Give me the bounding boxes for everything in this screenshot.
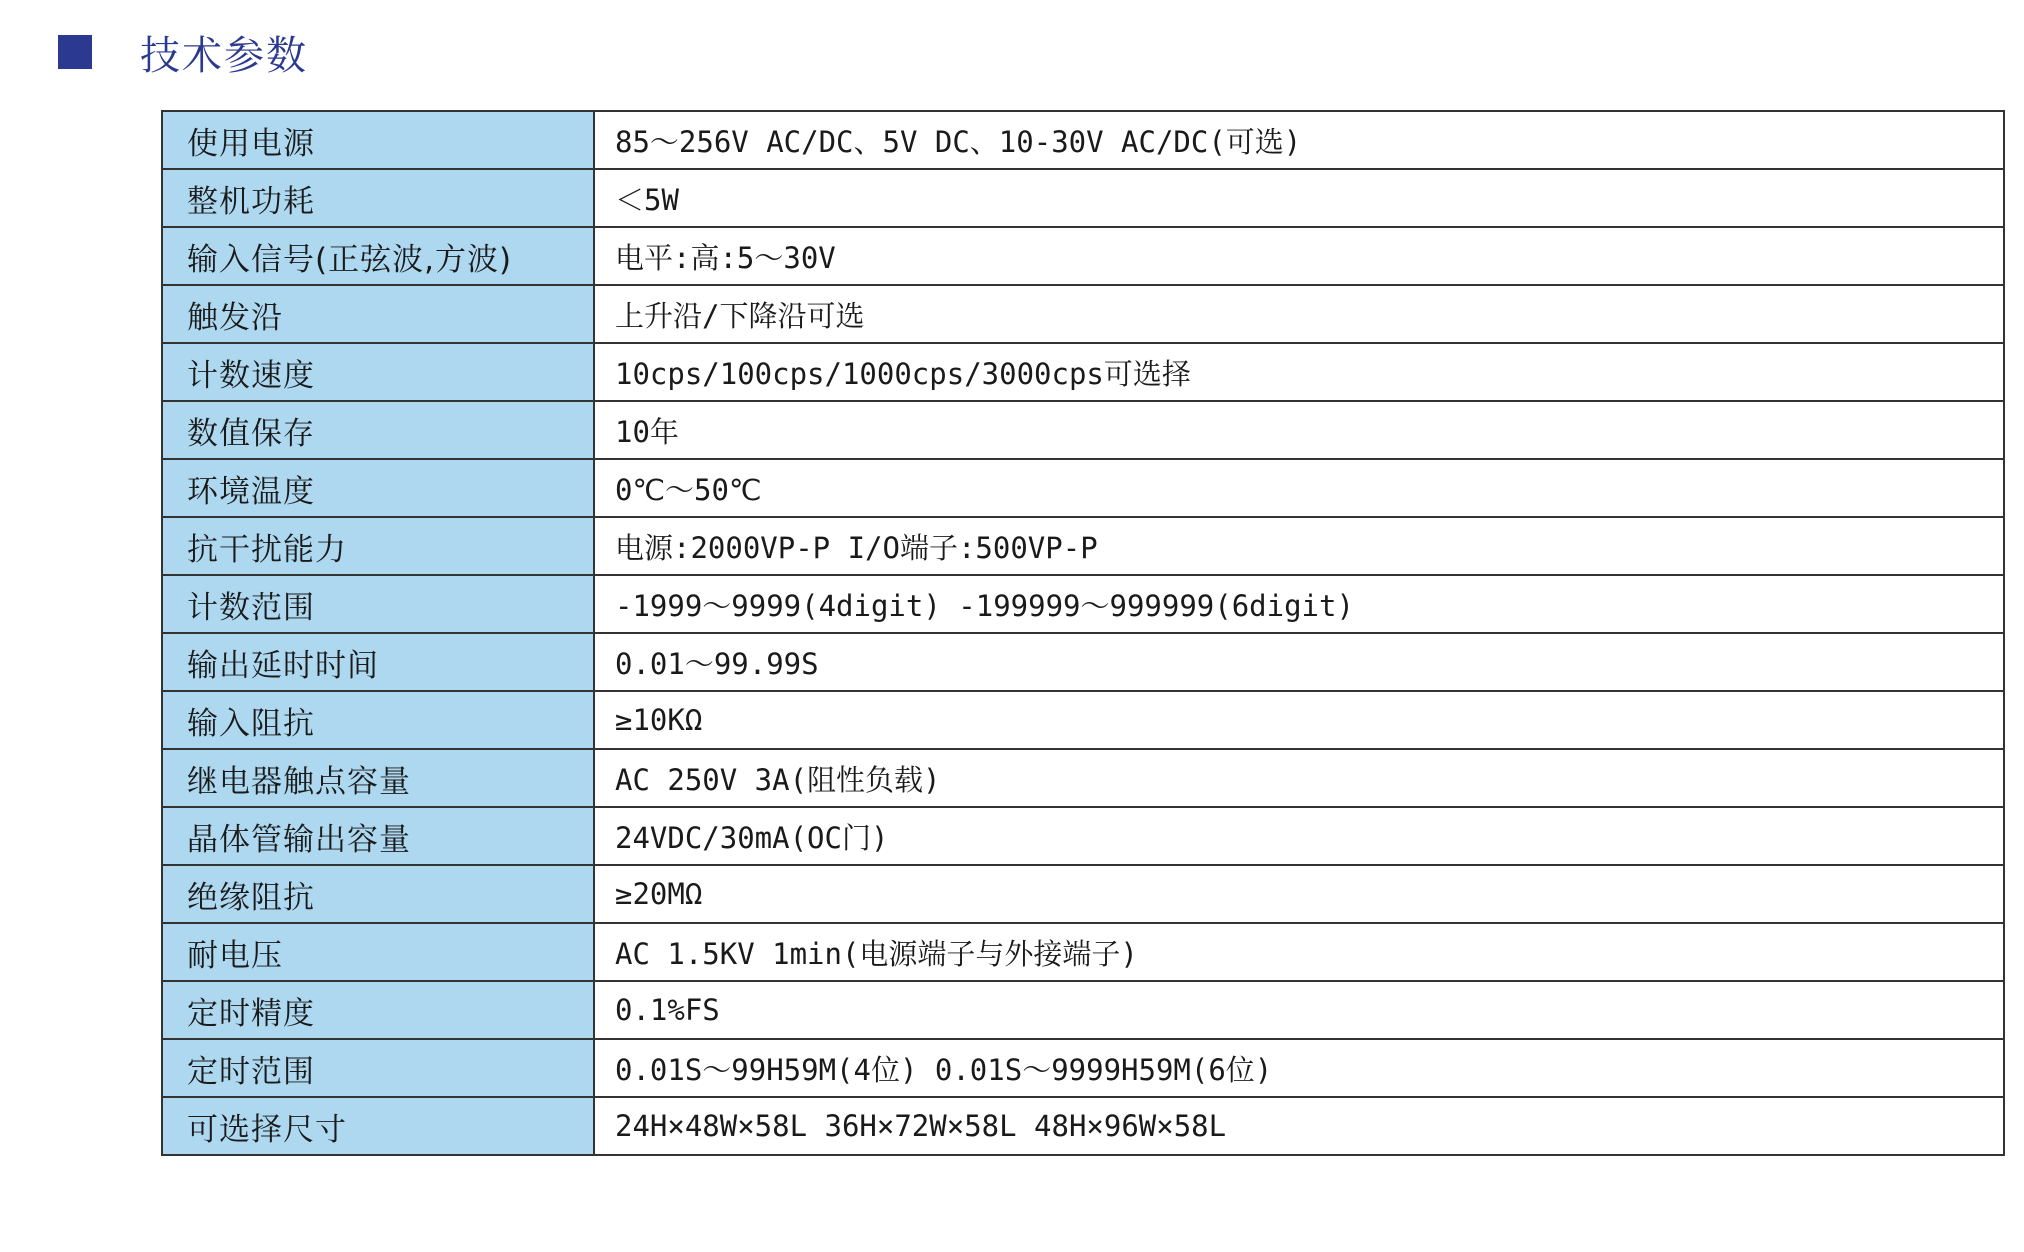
spec-value: 85～256V AC/DC、5V DC、10-30V AC/DC(可选) (594, 111, 2004, 169)
spec-label: 触发沿 (162, 285, 594, 343)
spec-label: 整机功耗 (162, 169, 594, 227)
spec-label: 输出延时时间 (162, 633, 594, 691)
spec-value: 10年 (594, 401, 2004, 459)
table-row (162, 1039, 2004, 1097)
table-row (162, 865, 2004, 923)
spec-value: 10cps/100cps/1000cps/3000cps可选择 (594, 343, 2004, 401)
table-row (162, 691, 2004, 749)
spec-value: AC 250V 3A(阻性负载) (594, 749, 2004, 807)
spec-label: 绝缘阻抗 (162, 865, 594, 923)
table-row (162, 1097, 2004, 1155)
spec-label: 使用电源 (162, 111, 594, 169)
table-row (162, 227, 2004, 285)
table-row (162, 169, 2004, 227)
section-header (58, 18, 308, 86)
spec-label: 计数速度 (162, 343, 594, 401)
spec-value: ≥10KΩ (594, 691, 2004, 749)
spec-label: 晶体管输出容量 (162, 807, 594, 865)
spec-value: ＜5W (594, 169, 2004, 227)
section-title: 技术参数 (140, 32, 308, 79)
table-row (162, 575, 2004, 633)
spec-label: 可选择尺寸 (162, 1097, 594, 1155)
table-row (162, 517, 2004, 575)
spec-value: 0.01～99.99S (594, 633, 2004, 691)
table-row (162, 111, 2004, 169)
spec-label: 耐电压 (162, 923, 594, 981)
spec-value: ≥20MΩ (594, 865, 2004, 923)
spec-label: 数值保存 (162, 401, 594, 459)
spec-label: 抗干扰能力 (162, 517, 594, 575)
spec-value: 0.1%FS (594, 981, 2004, 1039)
spec-value: 上升沿/下降沿可选 (594, 285, 2004, 343)
spec-value: AC 1.5KV 1min(电源端子与外接端子) (594, 923, 2004, 981)
spec-label: 计数范围 (162, 575, 594, 633)
spec-value: 24H×48W×58L 36H×72W×58L 48H×96W×58L (594, 1097, 2004, 1155)
spec-value: 电源:2000VP-P I/O端子:500VP-P (594, 517, 2004, 575)
spec-value: -1999～9999(4digit) -199999～999999(6digit) (594, 575, 2004, 633)
spec-label: 继电器触点容量 (162, 749, 594, 807)
spec-label: 输入信号(正弦波,方波) (162, 227, 594, 285)
square-bullet-icon (58, 35, 92, 69)
spec-value: 24VDC/30mA(OC门) (594, 807, 2004, 865)
table-row (162, 807, 2004, 865)
table-row (162, 981, 2004, 1039)
spec-label: 环境温度 (162, 459, 594, 517)
spec-label: 定时精度 (162, 981, 594, 1039)
table-row (162, 343, 2004, 401)
spec-label: 输入阻抗 (162, 691, 594, 749)
spec-value: 0.01S～99H59M(4位) 0.01S～9999H59M(6位) (594, 1039, 2004, 1097)
spec-table (161, 110, 2005, 1156)
spec-value: 0℃～50℃ (594, 459, 2004, 517)
spec-label: 定时范围 (162, 1039, 594, 1097)
table-row (162, 401, 2004, 459)
table-row (162, 459, 2004, 517)
table-row (162, 749, 2004, 807)
table-row (162, 285, 2004, 343)
table-row (162, 923, 2004, 981)
spec-value: 电平:高:5～30V (594, 227, 2004, 285)
table-row (162, 633, 2004, 691)
